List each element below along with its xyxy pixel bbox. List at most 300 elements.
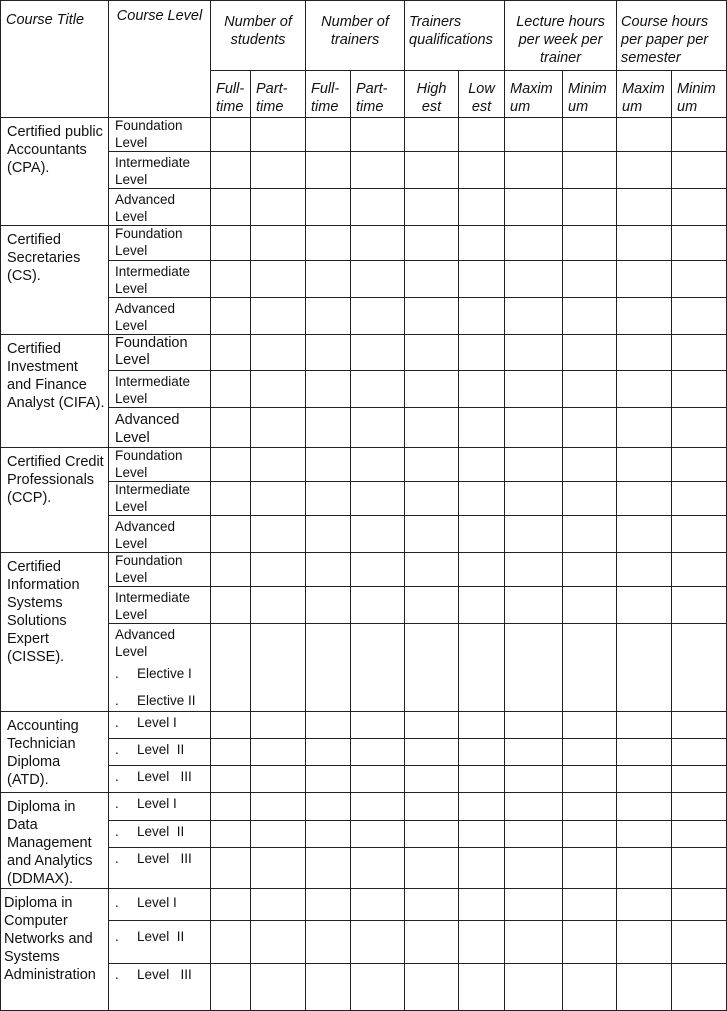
cell[interactable] <box>405 889 459 921</box>
bullet: . <box>115 967 119 982</box>
cell[interactable] <box>251 226 306 261</box>
cell[interactable] <box>505 152 563 189</box>
cell[interactable] <box>351 848 405 889</box>
cell[interactable] <box>563 261 617 298</box>
cell[interactable] <box>617 261 672 298</box>
cell[interactable] <box>563 448 617 482</box>
cell[interactable] <box>351 408 405 448</box>
cell[interactable] <box>505 408 563 448</box>
cell[interactable] <box>306 408 351 448</box>
subheader-qual-lowest: Low est <box>459 71 505 118</box>
cell[interactable] <box>251 587 306 624</box>
cell[interactable] <box>211 335 251 371</box>
cell[interactable] <box>505 964 563 1011</box>
cell[interactable] <box>351 516 405 553</box>
cell[interactable] <box>672 964 727 1011</box>
level-ii-label: Level II <box>137 929 185 944</box>
table-row <box>1 820 727 848</box>
cell[interactable] <box>563 624 617 712</box>
cell[interactable] <box>251 335 306 371</box>
cell[interactable] <box>459 118 505 152</box>
cell[interactable] <box>351 553 405 587</box>
cell[interactable] <box>672 298 727 335</box>
cell[interactable] <box>211 766 251 793</box>
cell[interactable] <box>351 964 405 1011</box>
cell[interactable] <box>672 712 727 739</box>
cell[interactable] <box>351 624 405 712</box>
cell[interactable] <box>405 482 459 516</box>
cell[interactable] <box>672 408 727 448</box>
cell[interactable] <box>459 820 505 848</box>
cell[interactable] <box>459 921 505 964</box>
cell[interactable] <box>459 335 505 371</box>
cell[interactable] <box>617 371 672 408</box>
cell[interactable] <box>306 118 351 152</box>
cell[interactable] <box>251 793 306 821</box>
cell[interactable] <box>351 152 405 189</box>
cell[interactable] <box>617 921 672 964</box>
cell[interactable] <box>505 371 563 408</box>
bullet: . <box>115 769 119 784</box>
level-advanced: Advanced Level <box>109 408 211 448</box>
cell[interactable] <box>306 921 351 964</box>
cell[interactable] <box>617 739 672 766</box>
cell[interactable] <box>617 820 672 848</box>
cell[interactable] <box>351 820 405 848</box>
cell[interactable] <box>505 921 563 964</box>
cell[interactable] <box>251 964 306 1011</box>
cell[interactable] <box>306 189 351 226</box>
level-advanced: Advanced Level <box>109 298 211 335</box>
cell[interactable] <box>351 889 405 921</box>
cell[interactable] <box>672 152 727 189</box>
cell[interactable] <box>563 335 617 371</box>
cell[interactable] <box>617 482 672 516</box>
header-number-of-trainers: Number of trainers <box>306 1 405 71</box>
cell[interactable] <box>563 712 617 739</box>
cell[interactable] <box>405 335 459 371</box>
cell[interactable] <box>211 964 251 1011</box>
table-row <box>1 516 727 553</box>
cell[interactable] <box>459 848 505 889</box>
cell[interactable] <box>211 624 251 712</box>
cell[interactable] <box>405 793 459 821</box>
cell[interactable] <box>617 766 672 793</box>
cell[interactable] <box>211 408 251 448</box>
table-row <box>1 889 727 921</box>
cell[interactable] <box>306 335 351 371</box>
cell[interactable] <box>617 516 672 553</box>
cell[interactable] <box>251 371 306 408</box>
cell[interactable] <box>211 889 251 921</box>
cell[interactable] <box>251 482 306 516</box>
cell[interactable] <box>459 739 505 766</box>
cell[interactable] <box>505 712 563 739</box>
cell[interactable] <box>251 820 306 848</box>
cell[interactable] <box>459 298 505 335</box>
cell[interactable] <box>672 118 727 152</box>
cell[interactable] <box>211 516 251 553</box>
cell[interactable] <box>405 189 459 226</box>
table-row <box>1 964 727 1011</box>
cell[interactable] <box>672 624 727 712</box>
cell[interactable] <box>306 553 351 587</box>
cell[interactable] <box>672 820 727 848</box>
cell[interactable] <box>672 226 727 261</box>
cell[interactable] <box>563 848 617 889</box>
cell[interactable] <box>459 766 505 793</box>
cell[interactable] <box>505 553 563 587</box>
cell[interactable] <box>459 587 505 624</box>
cell[interactable] <box>251 921 306 964</box>
header-number-of-students: Number of students <box>211 1 306 71</box>
cell[interactable] <box>459 516 505 553</box>
table-row <box>1 587 727 624</box>
cell[interactable] <box>505 739 563 766</box>
cell[interactable] <box>405 226 459 261</box>
cell[interactable] <box>672 739 727 766</box>
level-iii-label: Level III <box>137 769 192 784</box>
cell[interactable] <box>563 482 617 516</box>
cell[interactable] <box>617 408 672 448</box>
cell[interactable] <box>459 482 505 516</box>
cell[interactable] <box>672 371 727 408</box>
cell[interactable] <box>617 848 672 889</box>
level-foundation: Foundation Level <box>109 553 211 587</box>
table-row <box>1 793 727 821</box>
cell[interactable] <box>505 766 563 793</box>
cell[interactable] <box>563 820 617 848</box>
cell[interactable] <box>405 448 459 482</box>
header-course-level: Course Level <box>109 1 211 118</box>
cell[interactable] <box>672 482 727 516</box>
subheader-lecture-minimum: Minim um <box>563 71 617 118</box>
cell[interactable] <box>505 118 563 152</box>
cell[interactable] <box>211 848 251 889</box>
cell[interactable] <box>251 553 306 587</box>
cell[interactable] <box>306 482 351 516</box>
cell[interactable] <box>211 587 251 624</box>
cell[interactable] <box>351 587 405 624</box>
cell[interactable] <box>563 516 617 553</box>
cell[interactable] <box>505 482 563 516</box>
cell[interactable] <box>306 848 351 889</box>
cell[interactable] <box>563 408 617 448</box>
cell[interactable] <box>405 739 459 766</box>
cell[interactable] <box>617 298 672 335</box>
cell[interactable] <box>211 152 251 189</box>
cell[interactable] <box>405 587 459 624</box>
cell[interactable] <box>459 889 505 921</box>
cell[interactable] <box>672 189 727 226</box>
course-title-networks: Diploma in Computer Networks and Systems Administration <box>1 889 109 1011</box>
bullet: . <box>115 692 119 708</box>
cell[interactable] <box>617 118 672 152</box>
cell[interactable] <box>211 261 251 298</box>
table-row <box>1 739 727 766</box>
cell[interactable] <box>251 448 306 482</box>
level-i <box>109 889 211 921</box>
cell[interactable] <box>563 587 617 624</box>
cell[interactable] <box>251 516 306 553</box>
level-i <box>109 712 211 739</box>
cell[interactable] <box>563 766 617 793</box>
cell[interactable] <box>459 553 505 587</box>
cell[interactable] <box>617 152 672 189</box>
cell[interactable] <box>505 448 563 482</box>
level-advanced: Advanced Level <box>109 189 211 226</box>
cell[interactable] <box>405 712 459 739</box>
table-row <box>1 624 727 712</box>
cell[interactable] <box>505 587 563 624</box>
cell[interactable] <box>617 226 672 261</box>
cell[interactable] <box>211 820 251 848</box>
course-title-cs: Certified Secretaries (CS). <box>1 226 109 335</box>
cell[interactable] <box>672 766 727 793</box>
level-i <box>109 793 211 821</box>
cell[interactable] <box>563 964 617 1011</box>
level-foundation: Foundation Level <box>109 448 211 482</box>
cell[interactable] <box>505 189 563 226</box>
cell[interactable] <box>251 712 306 739</box>
cell[interactable] <box>351 766 405 793</box>
table-row <box>1 298 727 335</box>
bullet: . <box>115 742 119 757</box>
cell[interactable] <box>251 298 306 335</box>
cell[interactable] <box>351 189 405 226</box>
cell[interactable] <box>563 118 617 152</box>
table-row <box>1 371 727 408</box>
cell[interactable] <box>563 793 617 821</box>
cell[interactable] <box>459 712 505 739</box>
table-row <box>1 482 727 516</box>
cell[interactable] <box>211 712 251 739</box>
cell[interactable] <box>251 152 306 189</box>
cell[interactable] <box>459 371 505 408</box>
cell[interactable] <box>563 921 617 964</box>
cell[interactable] <box>617 189 672 226</box>
level-ii <box>109 739 211 766</box>
subheader-course-minimum: Minim um <box>672 71 727 118</box>
cell[interactable] <box>351 712 405 739</box>
level-foundation: Foundation Level <box>109 335 211 371</box>
cell[interactable] <box>306 624 351 712</box>
cell[interactable] <box>672 553 727 587</box>
level-i-label: Level I <box>137 715 177 730</box>
cell[interactable] <box>617 587 672 624</box>
cell[interactable] <box>617 624 672 712</box>
cell[interactable] <box>405 921 459 964</box>
cell[interactable] <box>211 298 251 335</box>
bullet: . <box>115 715 119 730</box>
cell[interactable] <box>505 889 563 921</box>
cell[interactable] <box>672 516 727 553</box>
subheader-qual-highest: High est <box>405 71 459 118</box>
cell[interactable] <box>306 793 351 821</box>
table-row <box>1 335 727 371</box>
cell[interactable] <box>211 482 251 516</box>
cell[interactable] <box>563 553 617 587</box>
cell[interactable] <box>306 516 351 553</box>
cell[interactable] <box>211 739 251 766</box>
cell[interactable] <box>672 448 727 482</box>
cell[interactable] <box>405 848 459 889</box>
cell[interactable] <box>563 152 617 189</box>
cell[interactable] <box>459 964 505 1011</box>
cell[interactable] <box>505 793 563 821</box>
cell[interactable] <box>617 964 672 1011</box>
cell[interactable] <box>251 118 306 152</box>
cell[interactable] <box>405 766 459 793</box>
cell[interactable] <box>617 335 672 371</box>
cell[interactable] <box>251 848 306 889</box>
cell[interactable] <box>405 516 459 553</box>
cell[interactable] <box>505 298 563 335</box>
cell[interactable] <box>351 739 405 766</box>
cell[interactable] <box>563 371 617 408</box>
cell[interactable] <box>405 820 459 848</box>
cell[interactable] <box>351 371 405 408</box>
cell[interactable] <box>405 964 459 1011</box>
cell[interactable] <box>251 261 306 298</box>
cell[interactable] <box>211 921 251 964</box>
cell[interactable] <box>563 189 617 226</box>
cell[interactable] <box>306 152 351 189</box>
cell[interactable] <box>211 553 251 587</box>
table-row <box>1 553 727 587</box>
cell[interactable] <box>672 921 727 964</box>
cell[interactable] <box>211 189 251 226</box>
cell[interactable] <box>505 261 563 298</box>
cell[interactable] <box>405 298 459 335</box>
cell[interactable] <box>351 793 405 821</box>
cell[interactable] <box>351 226 405 261</box>
subheader-course-maximum: Maxim um <box>617 71 672 118</box>
subheader-trainers-full-time: Full-time <box>306 71 351 118</box>
level-ii-label: Level II <box>137 742 185 757</box>
cell[interactable] <box>306 964 351 1011</box>
cell[interactable] <box>672 889 727 921</box>
level-intermediate: Intermediate Level <box>109 587 211 624</box>
cell[interactable] <box>672 261 727 298</box>
cell[interactable] <box>306 739 351 766</box>
cell[interactable] <box>459 189 505 226</box>
bullet: . <box>115 823 119 839</box>
cell[interactable] <box>563 226 617 261</box>
cell[interactable] <box>617 793 672 821</box>
cell[interactable] <box>459 408 505 448</box>
course-title-ccp: Certified Credit Professionals (CCP). <box>1 448 109 553</box>
cell[interactable] <box>405 553 459 587</box>
level-iii-label: Level III <box>137 851 192 867</box>
cell[interactable] <box>251 739 306 766</box>
cell[interactable] <box>459 448 505 482</box>
cell[interactable] <box>563 889 617 921</box>
level-foundation: Foundation Level <box>109 118 211 152</box>
cell[interactable] <box>306 371 351 408</box>
cell[interactable] <box>405 152 459 189</box>
cell[interactable] <box>211 371 251 408</box>
cell[interactable] <box>306 448 351 482</box>
cell[interactable] <box>306 712 351 739</box>
cell[interactable] <box>459 624 505 712</box>
cell[interactable] <box>351 482 405 516</box>
bullet: . <box>115 929 119 944</box>
header-trainers-qualifications: Trainers qualifications <box>405 1 505 71</box>
cell[interactable] <box>617 553 672 587</box>
cell[interactable] <box>459 261 505 298</box>
cell[interactable] <box>351 261 405 298</box>
cell[interactable] <box>251 766 306 793</box>
cell[interactable] <box>672 848 727 889</box>
cell[interactable] <box>505 624 563 712</box>
cell[interactable] <box>672 793 727 821</box>
level-i-label: Level I <box>137 796 177 811</box>
cell[interactable] <box>459 793 505 821</box>
cell[interactable] <box>306 766 351 793</box>
cell[interactable] <box>405 371 459 408</box>
cell[interactable] <box>563 298 617 335</box>
cell[interactable] <box>405 118 459 152</box>
table-row <box>1 118 727 152</box>
cell[interactable] <box>306 261 351 298</box>
cell[interactable] <box>459 226 505 261</box>
cell[interactable] <box>251 889 306 921</box>
cell[interactable] <box>306 889 351 921</box>
cell[interactable] <box>251 624 306 712</box>
cell[interactable] <box>617 448 672 482</box>
cell[interactable] <box>211 118 251 152</box>
cell[interactable] <box>459 152 505 189</box>
cell[interactable] <box>617 712 672 739</box>
cell[interactable] <box>563 739 617 766</box>
cell[interactable] <box>505 820 563 848</box>
cell[interactable] <box>251 189 306 226</box>
cell[interactable] <box>351 298 405 335</box>
cell[interactable] <box>505 516 563 553</box>
cell[interactable] <box>251 408 306 448</box>
cell[interactable] <box>306 226 351 261</box>
elective-2-label: Elective II <box>137 692 196 708</box>
cell[interactable] <box>505 848 563 889</box>
cell[interactable] <box>211 226 251 261</box>
cell[interactable] <box>306 587 351 624</box>
cell[interactable] <box>306 820 351 848</box>
level-foundation: Foundation Level <box>109 226 211 261</box>
cell[interactable] <box>505 226 563 261</box>
elective-1-label: Elective I <box>137 666 192 681</box>
elective-1 <box>115 666 208 683</box>
cell[interactable] <box>405 261 459 298</box>
cell[interactable] <box>211 793 251 821</box>
cell[interactable] <box>505 335 563 371</box>
cell[interactable] <box>351 118 405 152</box>
cell[interactable] <box>351 335 405 371</box>
level-intermediate: Intermediate Level <box>109 261 211 298</box>
table-row <box>1 226 727 261</box>
cell[interactable] <box>306 298 351 335</box>
cell[interactable] <box>405 624 459 712</box>
cell[interactable] <box>617 889 672 921</box>
cell[interactable] <box>672 587 727 624</box>
cell[interactable] <box>672 335 727 371</box>
cell[interactable] <box>351 448 405 482</box>
cell[interactable] <box>405 408 459 448</box>
cell[interactable] <box>351 921 405 964</box>
cell[interactable] <box>211 448 251 482</box>
subheader-lecture-maximum: Maxim um <box>505 71 563 118</box>
level-iii <box>109 848 211 889</box>
